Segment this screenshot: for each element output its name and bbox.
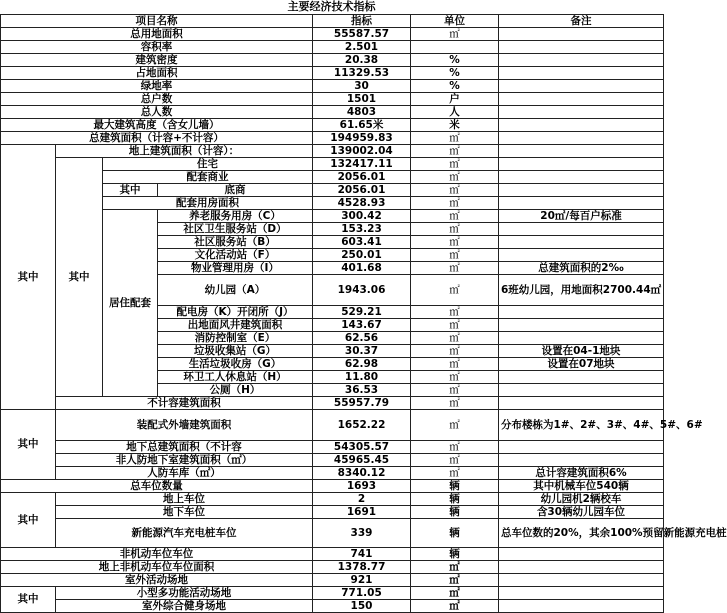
row-value: 153.23 <box>313 223 411 236</box>
row-note: 20㎡/每百户标准 <box>499 210 664 223</box>
row-note <box>499 119 664 132</box>
row-name: 地下车位 <box>56 506 313 519</box>
row-name: 垃圾收集站（G） <box>158 345 313 358</box>
table-row <box>1 132 664 145</box>
row-name: 新能源汽车充电桩车位 <box>56 519 313 548</box>
row-unit: 人 <box>411 106 499 119</box>
row-name: 绿地率 <box>1 80 313 93</box>
row-unit: ㎡ <box>411 210 499 223</box>
row-value: 2.501 <box>313 41 411 54</box>
table-row <box>1 561 664 574</box>
row-name: 环卫工人休息站（H） <box>158 371 313 384</box>
row-unit: ㎡ <box>411 132 499 145</box>
row-note <box>499 28 664 41</box>
row-value: 2056.01 <box>313 184 411 197</box>
row-note: 6班幼儿园，用地面积2700.44㎡ <box>499 275 664 306</box>
row-name: 人防车库（㎡） <box>56 467 313 480</box>
row-unit: ㎡ <box>411 384 499 397</box>
row-unit: % <box>411 54 499 67</box>
row-note <box>499 371 664 384</box>
row-note <box>499 587 664 600</box>
row-value: 921 <box>313 574 411 587</box>
table-row <box>1 158 664 171</box>
row-note <box>499 454 664 467</box>
row-note: 含30辆幼儿园车位 <box>499 506 664 519</box>
row-note: 其中机械车位540辆 <box>499 480 664 493</box>
row-value: 8340.12 <box>313 467 411 480</box>
row-value: 61.65米 <box>313 119 411 132</box>
row-name: 室外活动场地 <box>1 574 313 587</box>
row-name: 底商 <box>158 184 313 197</box>
header-note: 备注 <box>499 15 664 28</box>
table-row <box>1 410 664 441</box>
header-value: 指标 <box>313 15 411 28</box>
row-value: 401.68 <box>313 262 411 275</box>
row-unit: ㎡ <box>411 197 499 210</box>
row-unit: 辆 <box>411 480 499 493</box>
row-unit: ㎡ <box>411 158 499 171</box>
row-value: 45965.45 <box>313 454 411 467</box>
row-name: 地上车位 <box>56 493 313 506</box>
row-name: 文化活动站（F） <box>158 249 313 262</box>
row-name: 非机动车位车位 <box>1 548 313 561</box>
row-note <box>499 441 664 454</box>
row-note <box>499 600 664 613</box>
row-name: 公厕（H） <box>158 384 313 397</box>
header-unit: 单位 <box>411 15 499 28</box>
row-note <box>499 80 664 93</box>
row-name: 建筑密度 <box>1 54 313 67</box>
group-label: 其中 <box>1 410 56 480</box>
table-row <box>1 54 664 67</box>
row-note <box>499 106 664 119</box>
row-name: 总建筑面积（计容+不计容） <box>1 132 313 145</box>
row-value: 529.21 <box>313 306 411 319</box>
row-unit: ㎡ <box>411 454 499 467</box>
row-value: 4803 <box>313 106 411 119</box>
row-name: 消防控制室（E） <box>158 332 313 345</box>
row-name: 地上非机动车位车位面积 <box>1 561 313 574</box>
row-unit <box>411 41 499 54</box>
row-value: 54305.57 <box>313 441 411 454</box>
row-value: 1501 <box>313 93 411 106</box>
row-note <box>499 561 664 574</box>
row-name: 生活垃圾收房（G） <box>158 358 313 371</box>
row-note: 分布楼栋为1#、2#、3#、4#、5#、6# <box>499 410 664 441</box>
row-name: 小型多功能活动场地 <box>56 587 313 600</box>
row-note <box>499 223 664 236</box>
table-row <box>1 106 664 119</box>
table-row <box>1 467 664 480</box>
row-note <box>499 236 664 249</box>
row-note <box>499 384 664 397</box>
row-name: 幼儿园（A） <box>158 275 313 306</box>
row-name: 容积率 <box>1 41 313 54</box>
table-row <box>1 80 664 93</box>
row-unit: ㎡ <box>411 441 499 454</box>
row-value: 771.05 <box>313 587 411 600</box>
row-unit: ㎡ <box>411 574 499 587</box>
row-name: 室外综合健身场地 <box>56 600 313 613</box>
row-unit: 辆 <box>411 519 499 548</box>
row-name: 出地面风井建筑面积 <box>158 319 313 332</box>
row-value: 1652.22 <box>313 410 411 441</box>
row-note <box>499 548 664 561</box>
row-note <box>499 67 664 80</box>
row-name: 配套用房面积 <box>103 197 313 210</box>
row-unit: ㎡ <box>411 345 499 358</box>
row-note: 总建筑面积的2‰ <box>499 262 664 275</box>
row-value: 1693 <box>313 480 411 493</box>
row-note: 幼儿园机2辆校车 <box>499 493 664 506</box>
row-value: 55587.57 <box>313 28 411 41</box>
row-value: 143.67 <box>313 319 411 332</box>
row-unit: ㎡ <box>411 145 499 158</box>
group-label: 其中 <box>103 184 158 197</box>
row-value: 250.01 <box>313 249 411 262</box>
row-unit: ㎡ <box>411 319 499 332</box>
row-unit: ㎡ <box>411 306 499 319</box>
row-unit: ㎡ <box>411 358 499 371</box>
row-unit: ㎡ <box>411 587 499 600</box>
row-value: 30.37 <box>313 345 411 358</box>
row-value: 11.80 <box>313 371 411 384</box>
row-name: 物业管理用房（I） <box>158 262 313 275</box>
row-unit: 户 <box>411 93 499 106</box>
row-name: 非人防地下室建筑面积（㎡） <box>56 454 313 467</box>
table-row <box>1 587 664 600</box>
row-name: 社区卫生服务站（D） <box>158 223 313 236</box>
row-value: 194959.83 <box>313 132 411 145</box>
row-value: 132417.11 <box>313 158 411 171</box>
table-row <box>1 493 664 506</box>
table-row <box>1 397 664 410</box>
row-note: 总车位数的20%，其余100%预留新能源充电桩 <box>499 519 664 548</box>
row-note <box>499 158 664 171</box>
row-note <box>499 132 664 145</box>
row-name: 不计容建筑面积 <box>56 397 313 410</box>
row-name: 社区服务站（B） <box>158 236 313 249</box>
row-note <box>499 197 664 210</box>
indicator-table <box>0 14 727 613</box>
row-note <box>499 54 664 67</box>
row-name: 总车位数量 <box>1 480 313 493</box>
row-value: 150 <box>313 600 411 613</box>
row-note: 设置在07地块 <box>499 358 664 371</box>
table-row <box>1 28 664 41</box>
table-row <box>1 600 664 613</box>
row-note <box>499 306 664 319</box>
row-note <box>499 249 664 262</box>
table-row <box>1 93 664 106</box>
row-unit: ㎡ <box>411 410 499 441</box>
table-title: 主要经济技术指标 <box>287 0 376 13</box>
row-name: 地下总建筑面积（不计容 <box>56 441 313 454</box>
row-unit: ㎡ <box>411 397 499 410</box>
row-name: 总户数 <box>1 93 313 106</box>
row-value: 2056.01 <box>313 171 411 184</box>
row-value: 11329.53 <box>313 67 411 80</box>
row-note <box>499 93 664 106</box>
table-row <box>1 480 664 493</box>
row-name: 住宅 <box>103 158 313 171</box>
row-value: 300.42 <box>313 210 411 223</box>
row-unit: ㎡ <box>411 561 499 574</box>
row-unit: ㎡ <box>411 171 499 184</box>
row-note <box>499 332 664 345</box>
row-note <box>499 397 664 410</box>
table-row <box>1 519 664 548</box>
group-label: 其中 <box>1 145 56 410</box>
table-row <box>1 548 664 561</box>
row-note: 设置在04-1地块 <box>499 345 664 358</box>
row-unit: ㎡ <box>411 600 499 613</box>
row-note <box>499 574 664 587</box>
row-note <box>499 41 664 54</box>
row-value: 1943.06 <box>313 275 411 306</box>
row-note: 总计容建筑面积6% <box>499 467 664 480</box>
row-value: 603.41 <box>313 236 411 249</box>
header-name: 项目名称 <box>1 15 313 28</box>
row-unit: ㎡ <box>411 28 499 41</box>
row-value: 62.56 <box>313 332 411 345</box>
row-name: 配电房（K）开闭所（J） <box>158 306 313 319</box>
row-unit: 辆 <box>411 506 499 519</box>
row-unit: 辆 <box>411 493 499 506</box>
group-label: 其中 <box>56 158 103 397</box>
row-unit: ㎡ <box>411 236 499 249</box>
row-unit: ㎡ <box>411 262 499 275</box>
row-value: 139002.04 <box>313 145 411 158</box>
row-value: 1378.77 <box>313 561 411 574</box>
row-name: 配套商业 <box>103 171 313 184</box>
row-unit: ㎡ <box>411 467 499 480</box>
group-label: 居住配套 <box>103 210 158 397</box>
row-name: 最大建筑高度（含女儿墙） <box>1 119 313 132</box>
row-value: 4528.93 <box>313 197 411 210</box>
row-name: 装配式外墙建筑面积 <box>56 410 313 441</box>
row-value: 20.38 <box>313 54 411 67</box>
row-unit: ㎡ <box>411 371 499 384</box>
row-value: 36.53 <box>313 384 411 397</box>
table-row <box>1 454 664 467</box>
row-unit: ㎡ <box>411 184 499 197</box>
table-row <box>1 574 664 587</box>
row-unit: % <box>411 80 499 93</box>
row-value: 339 <box>313 519 411 548</box>
table-row <box>1 145 664 158</box>
group-label: 其中 <box>1 587 56 613</box>
group-label: 其中 <box>1 493 56 548</box>
row-value: 55957.79 <box>313 397 411 410</box>
row-name: 养老服务用房（C） <box>158 210 313 223</box>
row-value: 30 <box>313 80 411 93</box>
table-row <box>1 41 664 54</box>
row-note <box>499 171 664 184</box>
row-name: 地上建筑面积（计容）： <box>56 145 313 158</box>
row-value: 1691 <box>313 506 411 519</box>
row-unit: 辆 <box>411 548 499 561</box>
row-note <box>499 145 664 158</box>
table-row <box>1 119 664 132</box>
table-row <box>1 506 664 519</box>
table-row <box>1 441 664 454</box>
row-value: 62.98 <box>313 358 411 371</box>
header-row <box>1 15 664 28</box>
row-value: 2 <box>313 493 411 506</box>
row-note <box>499 184 664 197</box>
row-name: 总用地面积 <box>1 28 313 41</box>
row-note <box>499 319 664 332</box>
row-unit: ㎡ <box>411 223 499 236</box>
row-value: 741 <box>313 548 411 561</box>
row-unit: 米 <box>411 119 499 132</box>
row-name: 总人数 <box>1 106 313 119</box>
row-unit: ㎡ <box>411 275 499 306</box>
table-row <box>1 67 664 80</box>
row-name: 占地面积 <box>1 67 313 80</box>
row-unit: ㎡ <box>411 249 499 262</box>
row-unit: % <box>411 67 499 80</box>
row-unit: ㎡ <box>411 332 499 345</box>
